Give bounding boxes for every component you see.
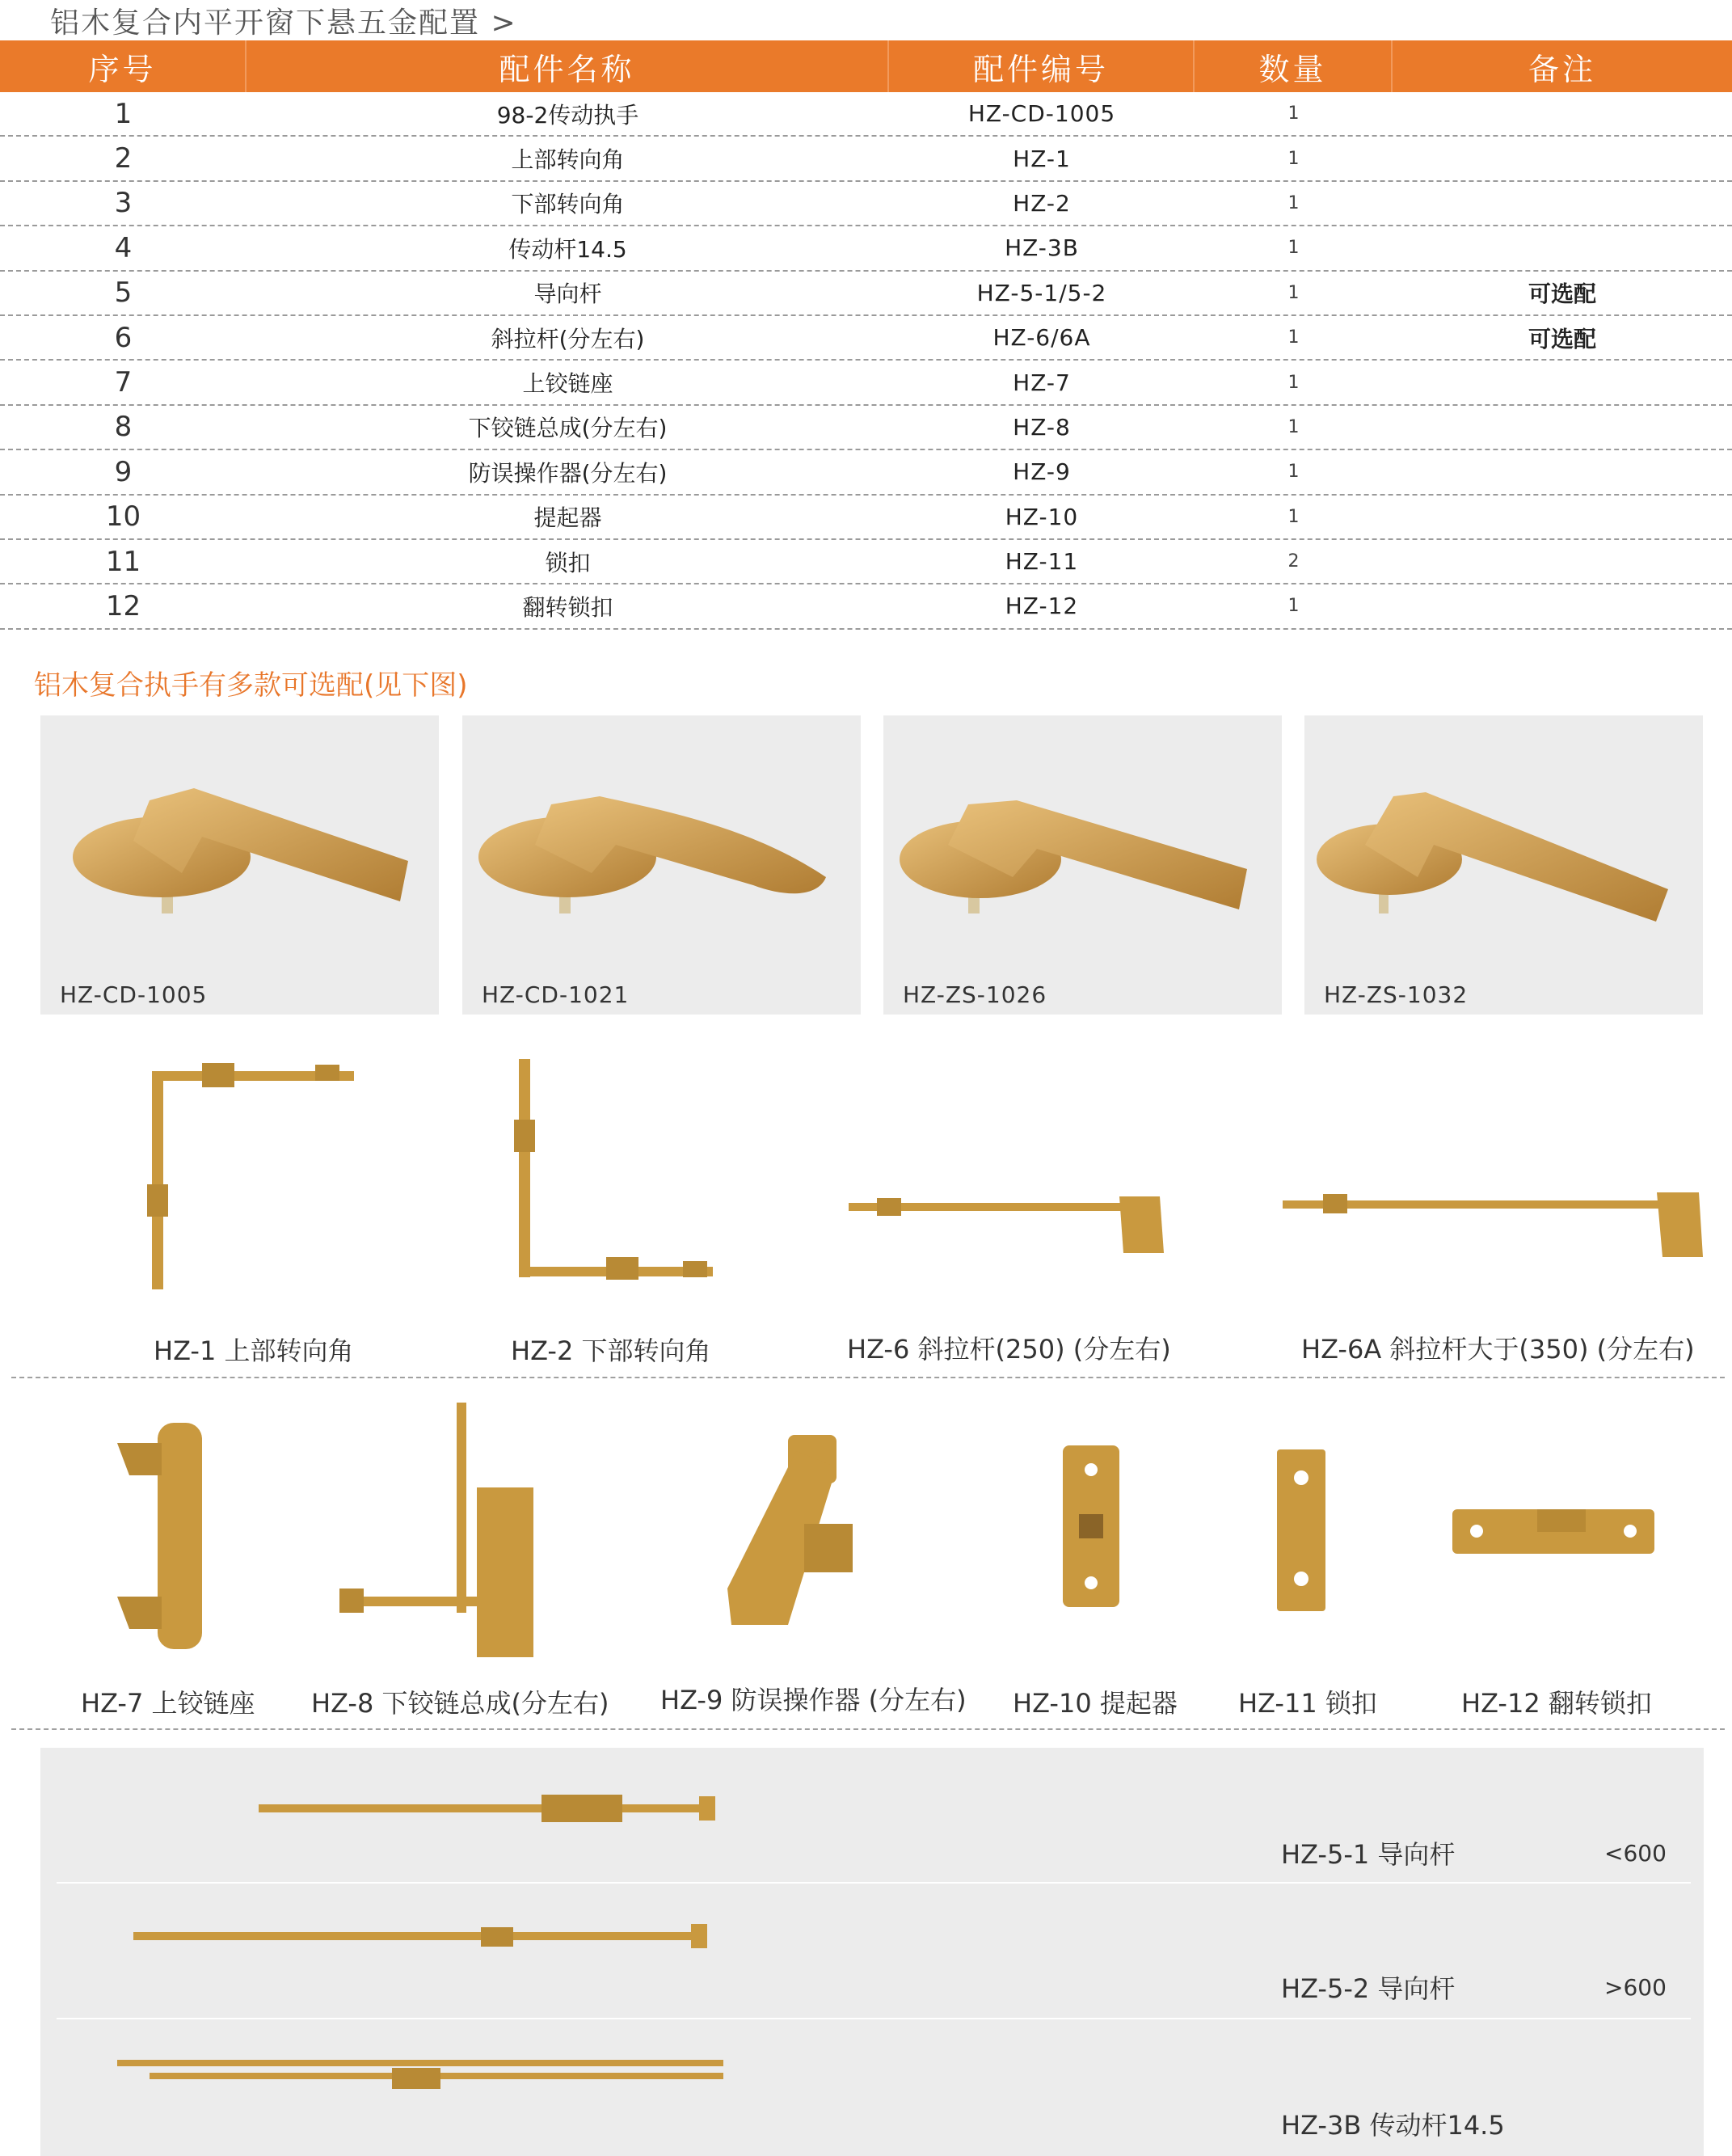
header-no: 序号 xyxy=(0,40,247,92)
rod-length-note: <600 xyxy=(1604,1840,1667,1867)
rod-code: HZ-3B 传动杆14.5 xyxy=(1281,2110,1505,2141)
part-label: HZ-6A 斜拉杆大于(350) (分左右) xyxy=(1301,1334,1695,1365)
part-name: 导向杆 xyxy=(533,281,602,308)
part-name: 斜拉杆(分左右) xyxy=(491,325,645,352)
page-title: 铝木复合内平开窗下悬五金配置 > xyxy=(50,6,517,40)
handle-code: HZ-CD-1005 xyxy=(60,981,208,1008)
row-number: 7 xyxy=(114,366,133,399)
part-code: HZ-3B xyxy=(1005,234,1079,262)
part-name: 锁扣 xyxy=(545,549,591,576)
part-name: 传动杆14.5 xyxy=(508,235,627,263)
part-name: 上铰链座 xyxy=(522,370,613,398)
stay-arm-250-image xyxy=(845,1188,1184,1261)
table-row xyxy=(0,182,1732,226)
part-quantity: 1 xyxy=(1287,506,1300,527)
table-row xyxy=(0,226,1732,271)
part-name: 上部转向角 xyxy=(511,146,625,174)
part-name: 翻转锁扣 xyxy=(522,593,613,621)
table-row xyxy=(0,496,1732,540)
part-note xyxy=(1393,361,1732,403)
part-note xyxy=(1393,584,1732,627)
table-row xyxy=(0,406,1732,450)
table-row xyxy=(0,450,1732,495)
part-quantity: 1 xyxy=(1287,462,1300,483)
part-quantity: 1 xyxy=(1287,327,1300,348)
row-number: 2 xyxy=(114,142,133,175)
part-note: 可选配 xyxy=(1528,281,1596,308)
handle-code: HZ-ZS-1026 xyxy=(903,981,1047,1008)
handle-image xyxy=(462,715,861,1015)
handle-card xyxy=(462,715,861,1015)
corner-drive-bottom-image xyxy=(501,1055,727,1297)
rod-row xyxy=(57,1748,1691,1884)
rod-code: HZ-5-2 导向杆 xyxy=(1281,1973,1456,2004)
handle-code: HZ-CD-1021 xyxy=(482,981,630,1008)
rod-code: HZ-5-1 导向杆 xyxy=(1281,1839,1456,1870)
row-number: 11 xyxy=(105,545,141,578)
handle-card xyxy=(40,715,439,1015)
table-row xyxy=(0,316,1732,361)
lock-keeper-image xyxy=(1269,1445,1334,1615)
guide-rod-long-image xyxy=(133,1916,715,1956)
divider xyxy=(11,1377,1725,1378)
handle-image xyxy=(1304,715,1703,1015)
part-name: 98-2传动执手 xyxy=(496,101,639,129)
rod-row xyxy=(57,2019,1691,2156)
tilt-keeper-image xyxy=(1448,1505,1658,1562)
part-code: HZ-12 xyxy=(1005,593,1079,620)
subtitle: 铝木复合执手有多款可选配(见下图) xyxy=(34,669,468,702)
part-note xyxy=(1393,182,1732,225)
part-code: HZ-9 xyxy=(1013,458,1071,486)
part-label: HZ-2 下部转向角 xyxy=(511,1335,711,1366)
table-row xyxy=(0,540,1732,584)
part-note xyxy=(1393,226,1732,269)
part-name: 下铰链总成(分左右) xyxy=(468,415,668,442)
rod-row xyxy=(57,1884,1691,2019)
part-note xyxy=(1393,137,1732,179)
table-row xyxy=(0,272,1732,316)
part-quantity: 1 xyxy=(1287,238,1300,259)
top-hinge-seat-image xyxy=(113,1419,218,1653)
table-row xyxy=(0,137,1732,181)
row-number: 4 xyxy=(114,231,133,264)
row-number: 12 xyxy=(105,589,141,622)
part-label: HZ-10 提起器 xyxy=(1013,1688,1178,1719)
handle-image xyxy=(40,715,439,1015)
part-code: HZ-2 xyxy=(1013,189,1071,217)
row-number: 9 xyxy=(114,455,133,488)
part-quantity: 1 xyxy=(1287,148,1300,169)
part-quantity: 1 xyxy=(1287,596,1300,617)
part-code: HZ-1 xyxy=(1013,145,1071,172)
part-quantity: 2 xyxy=(1287,551,1300,572)
row-number: 5 xyxy=(114,276,133,310)
row-number: 1 xyxy=(114,97,133,130)
part-note xyxy=(1393,496,1732,538)
part-quantity: 1 xyxy=(1287,372,1300,393)
lifter-image xyxy=(1059,1441,1123,1611)
bottom-hinge-image xyxy=(331,1399,558,1665)
guide-rod-short-image xyxy=(259,1788,727,1829)
corner-drive-top-image xyxy=(137,1055,364,1297)
row-number: 6 xyxy=(114,321,133,354)
part-code: HZ-7 xyxy=(1013,369,1071,396)
table-row xyxy=(0,92,1732,137)
header-note: 备注 xyxy=(1528,51,1596,87)
part-label: HZ-7 上铰链座 xyxy=(81,1688,255,1719)
table-row xyxy=(0,584,1732,629)
row-number: 3 xyxy=(114,187,133,220)
part-code: HZ-8 xyxy=(1013,413,1071,441)
header-qty: 数量 xyxy=(1195,40,1393,92)
hardware-table xyxy=(0,40,1732,630)
part-label: HZ-8 下铰链总成(分左右) xyxy=(311,1688,609,1719)
part-label: HZ-9 防误操作器 (分左右) xyxy=(660,1685,967,1715)
part-note xyxy=(1393,450,1732,493)
part-code: HZ-10 xyxy=(1005,503,1079,530)
part-label: HZ-11 锁扣 xyxy=(1238,1688,1377,1719)
part-code: HZ-5-1/5-2 xyxy=(976,279,1107,306)
part-name: 防误操作器(分左右) xyxy=(468,459,668,487)
handle-code: HZ-ZS-1032 xyxy=(1324,981,1469,1008)
part-label: HZ-1 上部转向角 xyxy=(154,1335,354,1366)
rod-length-note: >600 xyxy=(1604,1974,1667,2001)
part-code: HZ-6/6A xyxy=(992,324,1091,352)
header-name: 配件名称 xyxy=(247,40,889,92)
part-label: HZ-12 翻转锁扣 xyxy=(1461,1688,1652,1719)
part-label: HZ-6 斜拉杆(250) (分左右) xyxy=(847,1334,1171,1365)
part-quantity: 1 xyxy=(1287,192,1300,213)
table-row xyxy=(0,361,1732,405)
handle-card xyxy=(1304,715,1703,1015)
divider xyxy=(11,1728,1725,1730)
row-number: 8 xyxy=(114,411,133,444)
handle-image xyxy=(883,715,1282,1015)
part-quantity: 1 xyxy=(1287,282,1300,303)
misoperation-device-image xyxy=(723,1427,861,1637)
stay-arm-350-image xyxy=(1279,1184,1715,1265)
row-number: 10 xyxy=(105,500,141,534)
part-note: 可选配 xyxy=(1528,325,1596,352)
part-name: 下部转向角 xyxy=(511,191,625,218)
header-code: 配件编号 xyxy=(889,40,1195,92)
part-name: 提起器 xyxy=(533,504,602,532)
part-quantity: 1 xyxy=(1287,103,1300,124)
part-note xyxy=(1393,92,1732,135)
part-note xyxy=(1393,406,1732,449)
part-code: HZ-CD-1005 xyxy=(967,100,1116,128)
part-note xyxy=(1393,540,1732,583)
part-code: HZ-11 xyxy=(1005,548,1079,576)
rods-panel xyxy=(40,1748,1704,2156)
table-header xyxy=(0,40,1732,92)
handle-card xyxy=(883,715,1282,1015)
drive-rod-image xyxy=(117,2052,731,2100)
part-quantity: 1 xyxy=(1287,416,1300,437)
table-body xyxy=(0,92,1732,630)
